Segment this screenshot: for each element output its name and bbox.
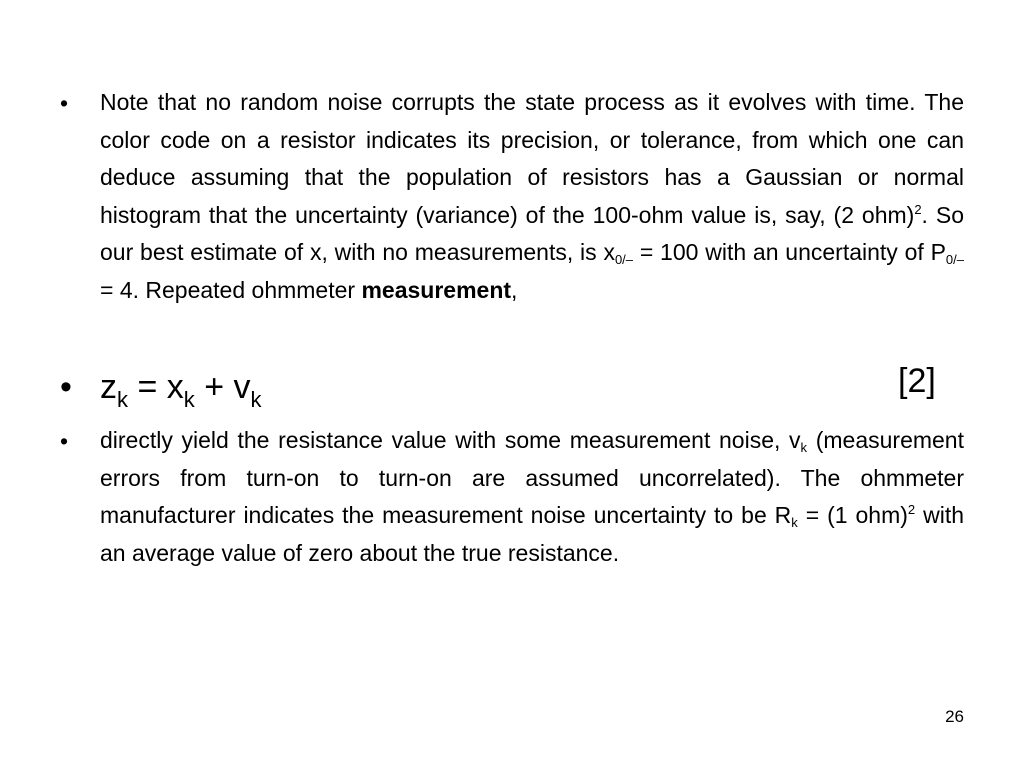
text-segment: = 4. Repeated ohmmeter xyxy=(100,276,362,303)
equation-number: [2] xyxy=(898,362,936,400)
text-segment: (measurement errors from turn-on to turn-on are assumed uncorrelated). The ohmmeter manufacturer indicates the measurement noise uncertainty to be R xyxy=(100,427,964,529)
bullet-marker: • xyxy=(60,90,69,116)
text-segment: . So our best estimate of x, with no measurements, is x xyxy=(100,201,964,266)
subscript: k xyxy=(183,387,195,412)
page-number: 26 xyxy=(945,707,964,726)
bullet-marker: • xyxy=(60,368,72,406)
subscript: k xyxy=(800,440,808,455)
subscript: 0/– xyxy=(614,252,634,268)
bold-term: measurement xyxy=(361,276,512,303)
text-segment: Note that no random noise corrupts the state process as it evolves with time. The color code on a resistor indicates its precision, or tolerance, from which one can deduce assuming that the population of resistors has a Gaussian or normal histogram that the uncertainty (variance) of the 100-ohm value is, say, (2 ohm) xyxy=(100,89,964,228)
bullet-item-state-process xyxy=(60,84,964,310)
text-segment: , xyxy=(511,276,518,303)
equation-term: = x xyxy=(128,368,184,406)
bullet-item-measurement-noise xyxy=(60,422,964,572)
bullet-marker: • xyxy=(60,428,69,454)
subscript: k xyxy=(791,515,798,531)
paragraph-state-process xyxy=(100,84,964,310)
equation-term: z xyxy=(100,368,117,406)
subscript: k xyxy=(250,387,262,412)
superscript: 2 xyxy=(907,502,916,518)
measurement-equation xyxy=(100,362,262,412)
paragraph-measurement-noise xyxy=(100,422,964,572)
text-segment: with an average value of zero about the true resistance. xyxy=(100,502,965,566)
subscript: k xyxy=(117,387,128,412)
superscript: 2 xyxy=(914,201,922,217)
equation-term: + v xyxy=(194,368,251,406)
text-segment: = 100 with an uncertainty of P xyxy=(633,239,946,266)
text-segment: directly yield the resistance value with some measurement noise, v xyxy=(100,427,801,453)
text-segment: = (1 ohm) xyxy=(797,502,908,529)
subscript: 0/– xyxy=(945,252,964,268)
